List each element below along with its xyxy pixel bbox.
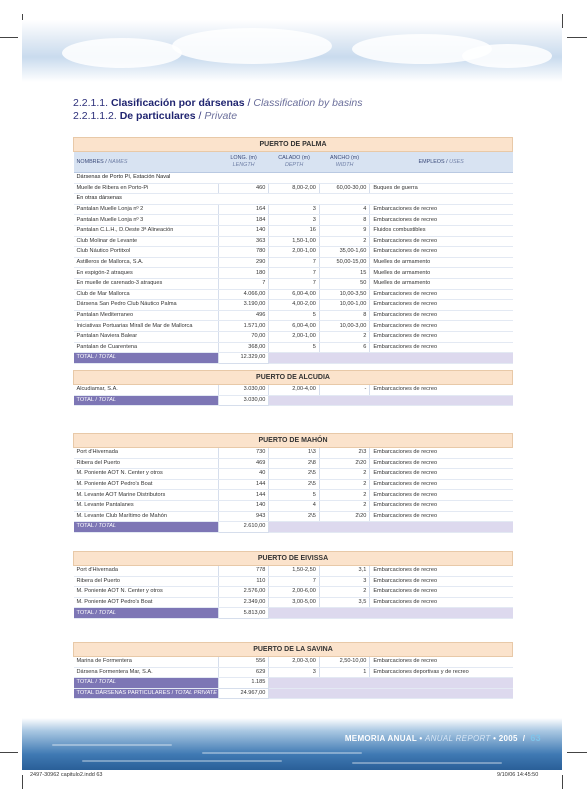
use-value: Embarcaciones de recreo	[370, 576, 513, 587]
footer-sea-image	[22, 718, 562, 770]
total-filler	[269, 678, 513, 689]
total-length: 2.610,00	[218, 522, 268, 533]
use-value: Buques de guerra	[370, 183, 513, 194]
header-sky-image	[22, 20, 562, 82]
total-label-es: TOTAL	[76, 523, 94, 530]
depth-value: 2,00-4,00	[269, 385, 319, 396]
table-row	[74, 278, 513, 289]
depth-value: 5	[269, 342, 319, 353]
depth-value: 3,00-5,00	[269, 597, 319, 608]
length-value: 556	[218, 657, 268, 668]
table-row	[74, 331, 513, 342]
use-value: Embarcaciones de recreo	[370, 236, 513, 247]
table-row	[74, 490, 513, 501]
total-label-en: TOTAL	[98, 679, 116, 686]
use-value: Embarcaciones de recreo	[370, 500, 513, 511]
length-value: 496	[218, 310, 268, 321]
use-value: Embarcaciones de recreo	[370, 342, 513, 353]
dock-name: Club de Mar Mallorca	[74, 289, 219, 300]
column-header-en: NAMES	[108, 158, 128, 165]
dock-name: En espigón-2 atraques	[74, 268, 219, 279]
section-heading: 2.2.1.1. Clasificación por dársenas / Classification by basins	[73, 97, 363, 109]
print-slug-file: 2497-30962 capitulo2.indd 63	[30, 772, 103, 778]
length-value: 70,00	[218, 331, 268, 342]
use-value: Muelles de armamento	[370, 257, 513, 268]
total-label-en: TOTAL PRIVATE	[174, 690, 217, 697]
depth-value: 8,00-2,00	[269, 183, 319, 194]
column-header-width	[319, 152, 369, 173]
total-label-es: TOTAL DÁRSENAS PARTICULARES	[76, 690, 171, 697]
dock-name: Marina de Formentera	[74, 657, 219, 668]
column-header-es: ANCHO (m)	[330, 155, 360, 161]
use-value: Embarcaciones de recreo	[370, 657, 513, 668]
use-value: Embarcaciones deportivas y de recreo	[370, 667, 513, 678]
length-value: 4.066,00	[218, 289, 268, 300]
page-number: 63	[530, 733, 541, 743]
width-value: 2	[319, 479, 369, 490]
width-value: 50	[319, 278, 369, 289]
section-row	[74, 194, 513, 205]
depth-value: 16	[269, 225, 319, 236]
total-row	[74, 353, 513, 364]
use-value: Embarcaciones de recreo	[370, 490, 513, 501]
use-value: Embarcaciones de recreo	[370, 458, 513, 469]
dock-name: Ribera del Puerto	[74, 576, 219, 587]
depth-value: 3	[269, 215, 319, 226]
use-value: Embarcaciones de recreo	[370, 289, 513, 300]
print-slug-date: 9/10/06 14:45:50	[497, 772, 539, 778]
width-value: 60,00-30,00	[319, 183, 369, 194]
length-value: 778	[218, 566, 268, 577]
table-row	[74, 289, 513, 300]
total-filler	[269, 688, 513, 699]
width-value: 50,00-15,00	[319, 257, 369, 268]
table-puerto-alcudia	[73, 370, 513, 406]
length-value: 144	[218, 490, 268, 501]
total-label-en: TOTAL	[98, 523, 116, 530]
depth-value: 1,50-1,00	[269, 236, 319, 247]
table-title: PUERTO DE EIVISSA	[74, 552, 513, 566]
dock-name: M. Poniente AOT Pedro's Boat	[74, 479, 219, 490]
total-label-en: TOTAL	[98, 609, 116, 616]
column-header-es: EMPLEOS	[418, 158, 445, 165]
total-length: 24.967,00	[218, 688, 268, 699]
total-label-es: TOTAL	[76, 354, 94, 361]
depth-value: 2,00-6,00	[269, 587, 319, 598]
length-value: 3.030,00	[218, 385, 268, 396]
total-label: TOTAL / TOTAL	[74, 353, 219, 364]
crop-mark	[567, 752, 587, 753]
total-row	[74, 678, 513, 689]
width-value: 2	[319, 500, 369, 511]
width-value: 8	[319, 215, 369, 226]
dock-name: Pantalan C.L.H., D.Oeste 3ª Alineación	[74, 225, 219, 236]
length-value: 943	[218, 511, 268, 522]
total-label: TOTAL DÁRSENAS PARTICULARES / TOTAL PRIVATE	[74, 688, 219, 699]
use-value: Embarcaciones de recreo	[370, 321, 513, 332]
column-header-en: WIDTH	[335, 162, 354, 168]
length-value: 184	[218, 215, 268, 226]
depth-value: 2,00-1,00	[269, 247, 319, 258]
table-row	[74, 479, 513, 490]
crop-mark	[22, 775, 23, 789]
column-header-en: USES	[449, 158, 464, 165]
depth-value: 7	[269, 268, 319, 279]
depth-value: 4	[269, 500, 319, 511]
table-row	[74, 458, 513, 469]
total-length: 3.030,00	[218, 395, 268, 406]
width-value: 2	[319, 490, 369, 501]
use-value: Muelles de armamento	[370, 268, 513, 279]
dock-name: Pantalan de Cuarentena	[74, 342, 219, 353]
width-value: 4	[319, 204, 369, 215]
dock-name: Astilleros de Mallorca, S.A.	[74, 257, 219, 268]
width-value: 2	[319, 331, 369, 342]
depth-value: 7	[269, 576, 319, 587]
dock-name: Dársena Formentera Mar, S.A.	[74, 667, 219, 678]
width-value: 3,1	[319, 566, 369, 577]
depth-value: 1,50-2,50	[269, 566, 319, 577]
use-value: Fluidos combustibles	[370, 225, 513, 236]
width-value: 10,00-3,00	[319, 321, 369, 332]
length-value: 780	[218, 247, 268, 258]
crop-mark	[0, 37, 18, 38]
total-label: TOTAL / TOTAL	[74, 608, 219, 619]
table-row	[74, 321, 513, 332]
width-value: -	[319, 385, 369, 396]
total-row	[74, 608, 513, 619]
dock-name: En muelle de carenado-3 atraques	[74, 278, 219, 289]
dock-name: Port d'Hivernada	[74, 566, 219, 577]
width-value: 10,00-1,00	[319, 300, 369, 311]
length-value: 368,00	[218, 342, 268, 353]
use-value: Embarcaciones de recreo	[370, 469, 513, 480]
total-filler	[269, 353, 513, 364]
total-length: 5.813,00	[218, 608, 268, 619]
width-value: 15	[319, 268, 369, 279]
depth-value: 2\5	[269, 511, 319, 522]
use-value: Embarcaciones de recreo	[370, 597, 513, 608]
table-row	[74, 657, 513, 668]
table-title: PUERTO DE ALCUDIA	[74, 371, 513, 385]
column-header-es: LONG. (m)	[230, 155, 257, 161]
width-value: 2\20	[319, 458, 369, 469]
length-value: 140	[218, 500, 268, 511]
total-label: TOTAL / TOTAL	[74, 395, 219, 406]
width-value: 6	[319, 342, 369, 353]
total-filler	[269, 522, 513, 533]
length-value: 730	[218, 448, 268, 459]
column-header-es: CALADO (m)	[278, 155, 310, 161]
width-value: 2\3	[319, 448, 369, 459]
column-header-en: DEPTH	[284, 162, 304, 168]
length-value: 460	[218, 183, 268, 194]
width-value: 10,00-3,50	[319, 289, 369, 300]
column-header-name: NOMBRES / NAMES	[74, 152, 219, 173]
width-value: 35,00-1,60	[319, 247, 369, 258]
table-row	[74, 587, 513, 598]
table-row	[74, 511, 513, 522]
table-row	[74, 469, 513, 480]
dock-name: M. Levante Pantalanes	[74, 500, 219, 511]
depth-value: 7	[269, 257, 319, 268]
table-row	[74, 576, 513, 587]
table-row	[74, 247, 513, 258]
use-value: Embarcaciones de recreo	[370, 215, 513, 226]
total-label: TOTAL / TOTAL	[74, 522, 219, 533]
table-row	[74, 385, 513, 396]
width-value: 3,5	[319, 597, 369, 608]
dock-name: M. Levante Club Marítimo de Mahón	[74, 511, 219, 522]
dock-name: Iniciativas Portuarias Mirall de Mar de Mallorca	[74, 321, 219, 332]
table-row	[74, 225, 513, 236]
length-value: 2.349,00	[218, 597, 268, 608]
use-value: Embarcaciones de recreo	[370, 310, 513, 321]
total-row	[74, 688, 513, 699]
total-label-en: TOTAL	[98, 354, 116, 361]
table-row	[74, 667, 513, 678]
use-value: Embarcaciones de recreo	[370, 448, 513, 459]
use-value: Embarcaciones de recreo	[370, 385, 513, 396]
depth-value: 2,00-1,00	[269, 331, 319, 342]
length-value: 7	[218, 278, 268, 289]
length-value: 629	[218, 667, 268, 678]
table-title: PUERTO DE PALMA	[74, 138, 513, 152]
length-value: 363	[218, 236, 268, 247]
table-row	[74, 183, 513, 194]
dock-name: Club Molinar de Levante	[74, 236, 219, 247]
total-row	[74, 395, 513, 406]
table-title: PUERTO DE MAHÓN	[74, 434, 513, 448]
column-header-uses: EMPLEOS / USES	[370, 152, 513, 173]
length-value: 3.190,00	[218, 300, 268, 311]
dock-name: Pantalan Muelle Lonja nº 2	[74, 204, 219, 215]
depth-value: 2\8	[269, 458, 319, 469]
section-label: Dársenas de Porto Pí, Estación Naval	[74, 173, 513, 184]
table-row	[74, 215, 513, 226]
depth-value: 4,00-2,00	[269, 300, 319, 311]
total-label-es: TOTAL	[76, 679, 94, 686]
dock-name: Club Náutico Portitxol	[74, 247, 219, 258]
table-row	[74, 500, 513, 511]
use-value: Embarcaciones de recreo	[370, 204, 513, 215]
total-label-en: TOTAL	[98, 396, 116, 403]
table-puerto-eivissa	[73, 551, 513, 619]
crop-mark	[562, 775, 563, 789]
length-value: 180	[218, 268, 268, 279]
section-label: En otras dársenas	[74, 194, 513, 205]
dock-name: Pantalan Mediterraneo	[74, 310, 219, 321]
dock-name: M. Poniente AOT N. Center y otros	[74, 587, 219, 598]
width-value: 2\20	[319, 511, 369, 522]
total-row	[74, 522, 513, 533]
width-value: 8	[319, 310, 369, 321]
table-row	[74, 566, 513, 577]
dock-name: Muelle de Ribera en Porto-Pi	[74, 183, 219, 194]
use-value: Embarcaciones de recreo	[370, 300, 513, 311]
depth-value: 7	[269, 278, 319, 289]
subsection-heading: 2.2.1.1.2. De particulares / Private	[73, 110, 238, 122]
length-value: 110	[218, 576, 268, 587]
use-value: Embarcaciones de recreo	[370, 511, 513, 522]
column-header-es: NOMBRES	[76, 158, 104, 165]
table-row	[74, 342, 513, 353]
table-puerto-savina	[73, 642, 513, 699]
column-header-en: LENGTH	[232, 162, 255, 168]
width-value: 2,50-10,00	[319, 657, 369, 668]
table-row	[74, 236, 513, 247]
depth-value: 5	[269, 310, 319, 321]
total-label-es: TOTAL	[76, 396, 94, 403]
table-row	[74, 300, 513, 311]
use-value: Embarcaciones de recreo	[370, 247, 513, 258]
dock-name: Dársena San Pedro Club Náutico Palma	[74, 300, 219, 311]
use-value: Embarcaciones de recreo	[370, 479, 513, 490]
width-value: 9	[319, 225, 369, 236]
use-value: Embarcaciones de recreo	[370, 566, 513, 577]
total-label: TOTAL / TOTAL	[74, 678, 219, 689]
length-value: 1.571,00	[218, 321, 268, 332]
table-puerto-mahon	[73, 433, 513, 533]
dock-name: M. Poniente AOT Pedro's Boat	[74, 597, 219, 608]
total-label-es: TOTAL	[76, 609, 94, 616]
length-value: 164	[218, 204, 268, 215]
depth-value: 1\3	[269, 448, 319, 459]
dock-name: Ribera del Puerto	[74, 458, 219, 469]
width-value: 3	[319, 576, 369, 587]
total-length: 12.329,00	[218, 353, 268, 364]
footer-report-label: MEMORIA ANUAL • ANUAL REPORT • 2005 / 63	[344, 733, 541, 743]
total-filler	[269, 395, 513, 406]
length-value: 290	[218, 257, 268, 268]
dock-name: M. Poniente AOT N. Center y otros	[74, 469, 219, 480]
column-header-length	[218, 152, 268, 173]
table-row	[74, 268, 513, 279]
length-value: 469	[218, 458, 268, 469]
dock-name: Port d'Hivernada	[74, 448, 219, 459]
width-value: 1	[319, 667, 369, 678]
column-header-depth	[269, 152, 319, 173]
depth-value: 5	[269, 490, 319, 501]
depth-value: 2\5	[269, 479, 319, 490]
table-row	[74, 597, 513, 608]
width-value: 2	[319, 469, 369, 480]
length-value: 144	[218, 479, 268, 490]
dock-name: M. Levante AOT Marine Distributors	[74, 490, 219, 501]
table-puerto-palma	[73, 137, 513, 364]
width-value: 2	[319, 236, 369, 247]
table-title: PUERTO DE LA SAVINA	[74, 643, 513, 657]
table-row	[74, 310, 513, 321]
depth-value: 6,00-4,00	[269, 321, 319, 332]
use-value: Muelles de armamento	[370, 278, 513, 289]
use-value: Embarcaciones de recreo	[370, 331, 513, 342]
depth-value: 2,00-3,00	[269, 657, 319, 668]
section-row	[74, 173, 513, 184]
total-filler	[269, 608, 513, 619]
table-row	[74, 448, 513, 459]
crop-mark	[567, 37, 587, 38]
length-value: 140	[218, 225, 268, 236]
dock-name: Pantalan Naviera Balear	[74, 331, 219, 342]
depth-value: 2\5	[269, 469, 319, 480]
dock-name: Alcudiamar, S.A.	[74, 385, 219, 396]
total-length: 1.185	[218, 678, 268, 689]
table-row	[74, 204, 513, 215]
table-row	[74, 257, 513, 268]
dock-name: Pantalan Muelle Lonja nº 3	[74, 215, 219, 226]
length-value: 2.576,00	[218, 587, 268, 598]
crop-mark	[0, 752, 18, 753]
width-value: 2	[319, 587, 369, 598]
use-value: Embarcaciones de recreo	[370, 587, 513, 598]
depth-value: 3	[269, 204, 319, 215]
depth-value: 6,00-4,00	[269, 289, 319, 300]
crop-mark	[562, 14, 563, 28]
depth-value: 3	[269, 667, 319, 678]
length-value: 40	[218, 469, 268, 480]
